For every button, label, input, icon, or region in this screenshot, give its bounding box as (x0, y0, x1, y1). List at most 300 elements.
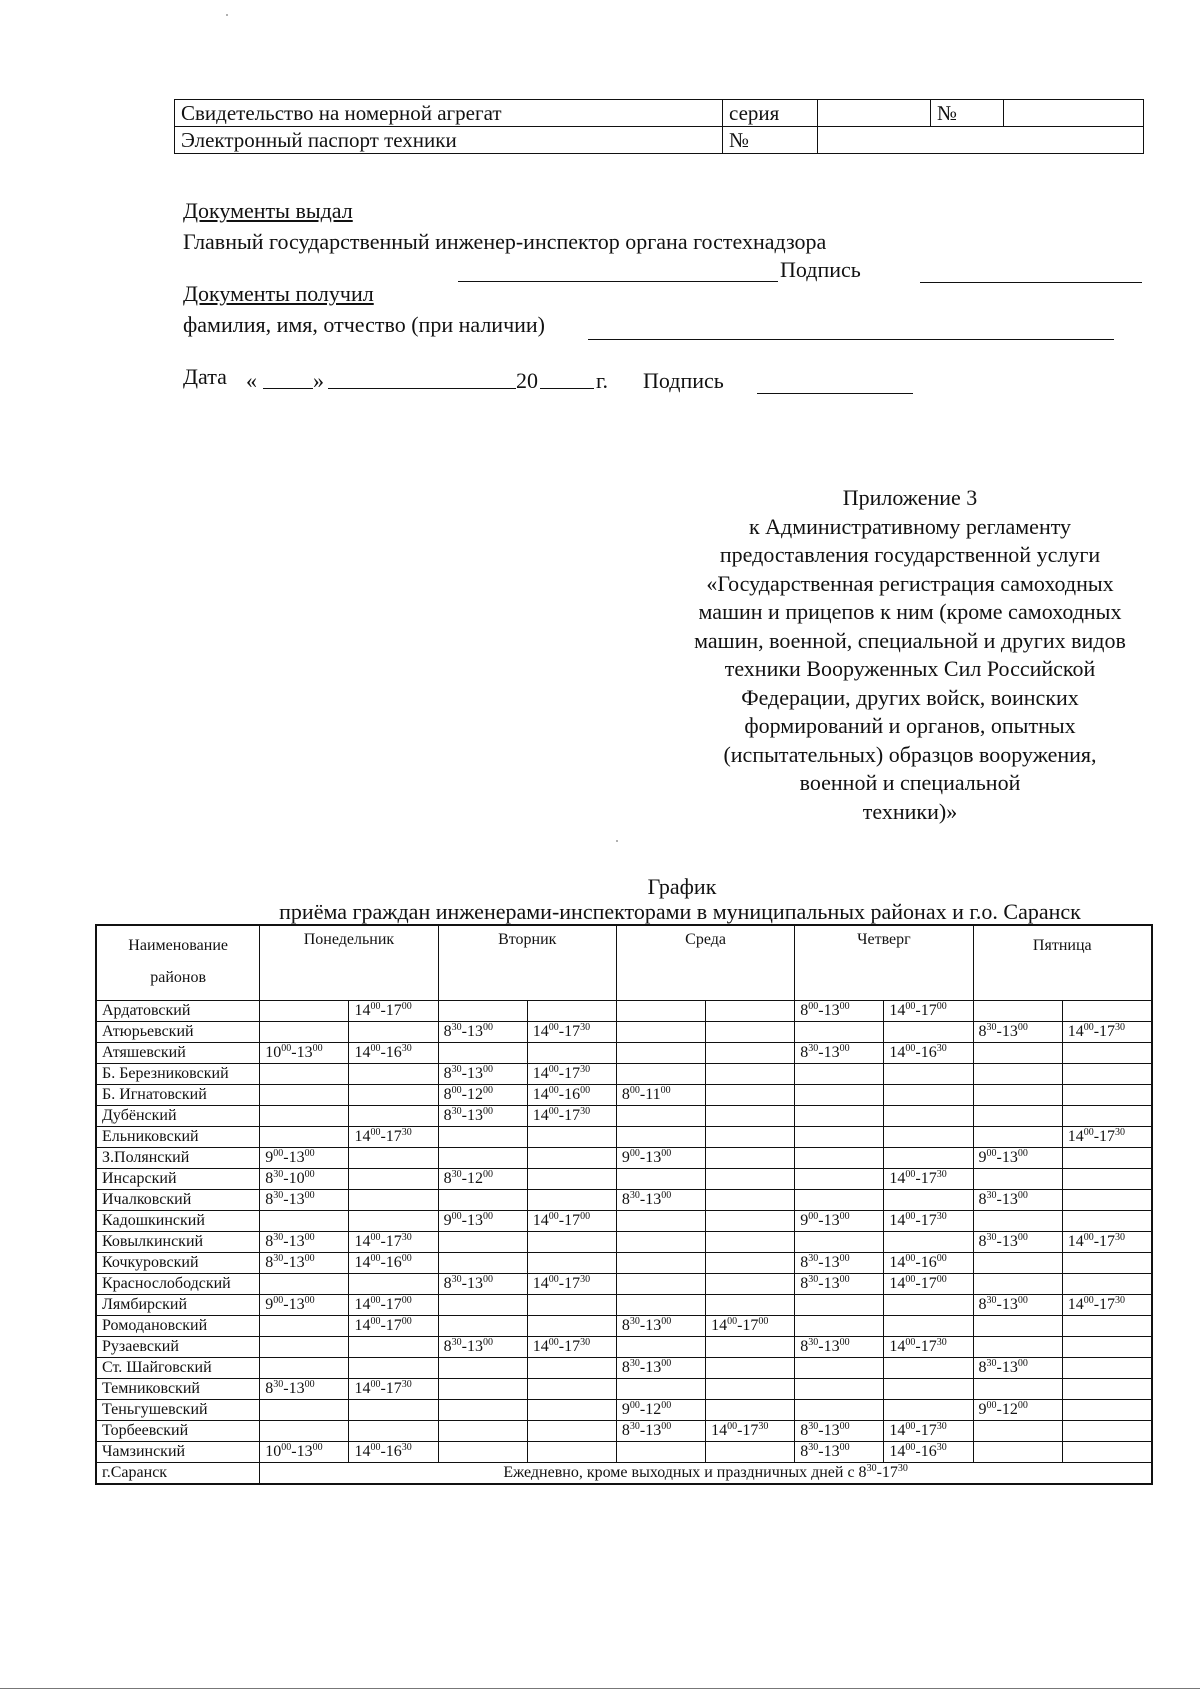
schedule-cell (616, 1127, 705, 1148)
time-start-hour: 8 (443, 1023, 452, 1040)
schedule-cell (260, 1421, 349, 1442)
time-start-minutes: 30 (451, 1106, 462, 1117)
time-end-hour: -13 (639, 1149, 662, 1166)
schedule-cell (706, 1106, 795, 1127)
appendix-line: формирований и органов, опытных (744, 713, 1076, 738)
time-start-hour: 9 (800, 1212, 809, 1229)
time-end-hour: -17 (558, 1338, 581, 1355)
appendix-line: машин, военной, специальной и других видов (694, 627, 1126, 653)
schedule-cell (884, 1022, 973, 1043)
schedule-cell (884, 1379, 973, 1400)
schedule-cell (884, 1085, 973, 1106)
schedule-cell (438, 1316, 527, 1337)
schedule-cell (1062, 1274, 1152, 1295)
schedule-cell (616, 1043, 705, 1064)
time-end-minutes: 00 (401, 1253, 412, 1264)
schedule-cell (616, 1169, 705, 1190)
schedule-cell (884, 1106, 973, 1127)
schedule-cell (616, 1379, 705, 1400)
date-close-quote: » (313, 368, 324, 393)
schedule-cell (438, 1274, 527, 1295)
time-start-hour: 14 (889, 1212, 906, 1229)
time-start-minutes: 00 (808, 1211, 819, 1222)
schedule-cell (973, 1001, 1062, 1022)
schedule-cell (795, 1043, 884, 1064)
time-end-minutes: 30 (936, 1211, 947, 1222)
time-start-hour: 9 (265, 1296, 274, 1313)
schedule-cell (706, 1274, 795, 1295)
schedule-cell (527, 1169, 616, 1190)
table-header-row (96, 925, 1152, 1001)
time-start-minutes: 00 (451, 1085, 462, 1096)
time-start-minutes: 00 (548, 1085, 559, 1096)
schedule-cell (706, 1022, 795, 1043)
schedule-cell (884, 1001, 973, 1022)
scan-edge (0, 1688, 1200, 1689)
year-prefix: 20 (516, 368, 538, 393)
schedule-cell (616, 1442, 705, 1463)
time-start-minutes: 30 (986, 1295, 997, 1306)
schedule-cell (973, 1043, 1062, 1064)
schedule-cell (884, 1274, 973, 1295)
appendix-line: «Государственная регистрация самоходных (706, 570, 1114, 596)
schedule-cell (1062, 1001, 1152, 1022)
schedule-cell (706, 1337, 795, 1358)
time-end-minutes: 30 (401, 1127, 412, 1138)
passport-number-field[interactable] (818, 127, 1144, 154)
time-start-hour: 8 (978, 1296, 987, 1313)
time-start-hour: 14 (1067, 1023, 1084, 1040)
time-end-minutes: 00 (1017, 1148, 1028, 1159)
time-start-hour: 9 (621, 1401, 630, 1418)
district-name: Ст. Шайговский (96, 1358, 260, 1379)
time-start-minutes: 00 (370, 1253, 381, 1264)
time-end-hour: -16 (915, 1443, 937, 1460)
column-header-friday: Пятница (973, 925, 1152, 1001)
month-field[interactable] (328, 388, 516, 389)
schedule-cell (260, 1106, 349, 1127)
time-start-hour: 14 (1067, 1296, 1084, 1313)
time-start-hour: 10 (265, 1443, 282, 1460)
time-start-hour: 14 (1067, 1233, 1084, 1250)
time-start-hour: 9 (621, 1149, 630, 1166)
time-start-minutes: 30 (808, 1337, 819, 1348)
table-row (96, 1232, 1152, 1253)
schedule-cell (884, 1127, 973, 1148)
number-field[interactable] (1004, 100, 1144, 127)
note-start-minutes: 30 (866, 1463, 877, 1474)
receiver-signature-field[interactable] (757, 393, 913, 394)
time-start-minutes: 30 (986, 1358, 997, 1369)
schedule-cell (795, 1316, 884, 1337)
time-end-minutes: 00 (1017, 1358, 1028, 1369)
time-start-hour: 8 (265, 1191, 274, 1208)
time-end-minutes: 00 (482, 1169, 493, 1180)
table-row (96, 1064, 1152, 1085)
schedule-cell (438, 1442, 527, 1463)
time-end-hour: -13 (996, 1296, 1018, 1313)
time-end-minutes: 00 (839, 1274, 850, 1285)
time-end-hour: -12 (639, 1401, 662, 1418)
series-field[interactable] (818, 100, 931, 127)
schedule-cell (1062, 1232, 1152, 1253)
district-name: Атяшевский (96, 1043, 260, 1064)
schedule-cell (884, 1337, 973, 1358)
date-signature-label: Подпись (643, 368, 724, 393)
time-end-minutes: 30 (580, 1337, 591, 1348)
schedule-cell (795, 1400, 884, 1421)
time-end-minutes: 00 (661, 1148, 672, 1159)
district-name: Ромодановский (96, 1316, 260, 1337)
schedule-cell (616, 1295, 705, 1316)
appendix-line: военной и специальной (799, 770, 1021, 795)
time-end-minutes: 30 (401, 1379, 412, 1390)
schedule-cell (260, 1400, 349, 1421)
table-row (96, 1400, 1152, 1421)
schedule-cell (884, 1211, 973, 1232)
time-start-hour: 14 (889, 1254, 906, 1271)
time-end-minutes: 30 (580, 1274, 591, 1285)
time-end-hour: -17 (558, 1107, 581, 1124)
schedule-cell (706, 1400, 795, 1421)
schedule-cell (1062, 1085, 1152, 1106)
table-row (96, 1253, 1152, 1274)
schedule-cell (616, 1316, 705, 1337)
schedule-cell (527, 1064, 616, 1085)
time-end-minutes: 00 (839, 1043, 850, 1054)
time-start-minutes: 30 (629, 1421, 640, 1432)
inspector-signature-field[interactable] (920, 282, 1142, 283)
schedule-cell (527, 1316, 616, 1337)
schedule-cell (616, 1274, 705, 1295)
schedule-cell (349, 1001, 438, 1022)
time-end-minutes: 00 (482, 1085, 493, 1096)
table-row (96, 1316, 1152, 1337)
fio-field[interactable] (588, 339, 1114, 340)
schedule-cell (616, 1106, 705, 1127)
schedule-cell (527, 1421, 616, 1442)
schedule-cell (973, 1022, 1062, 1043)
day-field[interactable] (263, 388, 313, 389)
schedule-cell (973, 1064, 1062, 1085)
time-start-minutes: 00 (1083, 1232, 1094, 1243)
schedule-cell (795, 1064, 884, 1085)
schedule-cell (795, 1127, 884, 1148)
table-row (96, 1085, 1152, 1106)
time-start-minutes: 00 (808, 1001, 819, 1012)
time-start-hour: 8 (800, 1422, 809, 1439)
time-end-minutes: 00 (304, 1190, 315, 1201)
schedule-cell (1062, 1106, 1152, 1127)
time-end-hour: -13 (996, 1149, 1018, 1166)
schedule-cell (527, 1022, 616, 1043)
time-start-hour: 8 (443, 1107, 452, 1124)
schedule-cell (349, 1169, 438, 1190)
schedule-cell (973, 1274, 1062, 1295)
schedule-cell (349, 1064, 438, 1085)
schedule-cell (349, 1148, 438, 1169)
time-end-minutes: 00 (661, 1358, 672, 1369)
time-end-hour: -12 (461, 1086, 483, 1103)
schedule-cell (795, 1295, 884, 1316)
schedule-cell (616, 1337, 705, 1358)
passport-number-label: № (723, 127, 818, 154)
received-heading: Документы получил (183, 281, 374, 306)
table-row (96, 1001, 1152, 1022)
schedule-cell (616, 1148, 705, 1169)
time-start-minutes: 30 (629, 1316, 640, 1327)
table-row (96, 1379, 1152, 1400)
district-name: Лямбирский (96, 1295, 260, 1316)
time-start-hour: 8 (978, 1023, 987, 1040)
schedule-cell (884, 1043, 973, 1064)
schedule-cell (349, 1316, 438, 1337)
schedule-cell (706, 1127, 795, 1148)
schedule-cell (527, 1232, 616, 1253)
schedule-cell (706, 1442, 795, 1463)
schedule-cell (260, 1001, 349, 1022)
appendix-line: техники Вооруженных Сил Российской (724, 656, 1096, 681)
schedule-cell (706, 1085, 795, 1106)
time-start-hour: 8 (978, 1359, 987, 1376)
appendix-line: (испытательных) образцов вооружения, (723, 741, 1097, 767)
time-start-minutes: 00 (1083, 1127, 1094, 1138)
time-end-hour: -17 (1093, 1233, 1116, 1250)
time-start-hour: 9 (265, 1149, 274, 1166)
time-start-minutes: 00 (281, 1043, 292, 1054)
schedule-cell (706, 1379, 795, 1400)
schedule-cell (1062, 1379, 1152, 1400)
time-end-minutes: 00 (839, 1442, 850, 1453)
time-start-hour: 8 (800, 1002, 809, 1019)
schedule-cell (884, 1169, 973, 1190)
time-end-minutes: 30 (936, 1043, 947, 1054)
time-start-minutes: 30 (629, 1190, 640, 1201)
time-end-minutes: 30 (936, 1421, 947, 1432)
time-start-minutes: 00 (986, 1400, 997, 1411)
time-start-minutes: 00 (727, 1316, 738, 1327)
table-row (175, 127, 1144, 154)
time-end-hour: -13 (818, 1212, 840, 1229)
schedule-cell (973, 1358, 1062, 1379)
schedule-cell (527, 1127, 616, 1148)
time-start-hour: 14 (532, 1275, 549, 1292)
schedule-cell (973, 1211, 1062, 1232)
time-end-minutes: 00 (660, 1085, 671, 1096)
schedule-cell (884, 1442, 973, 1463)
issued-position: Главный государственный инженер-инспектор органа гостехнадзора (183, 229, 827, 254)
schedule-cell (438, 1043, 527, 1064)
scan-dot (616, 840, 618, 842)
district-name: Чамзинский (96, 1442, 260, 1463)
schedule-cell (349, 1043, 438, 1064)
year-field[interactable] (540, 388, 594, 389)
table-row (96, 1148, 1152, 1169)
schedule-cell (438, 1085, 527, 1106)
table-row (175, 100, 1144, 127)
schedule-cell (260, 1232, 349, 1253)
time-start-minutes: 30 (808, 1274, 819, 1285)
time-start-minutes: 00 (548, 1022, 559, 1033)
schedule-subtitle: приёма граждан инженерами-инспекторами в муниципальных районах и г.о. Саранск (279, 899, 1081, 924)
time-start-minutes: 00 (905, 1211, 916, 1222)
schedule-cell (1062, 1148, 1152, 1169)
schedule-cell (973, 1148, 1062, 1169)
scan-dot (226, 14, 228, 16)
time-end-hour: -13 (996, 1191, 1018, 1208)
time-start-hour: 14 (354, 1380, 371, 1397)
schedule-cell (795, 1358, 884, 1379)
time-end-minutes: 00 (482, 1274, 493, 1285)
time-start-hour: 14 (889, 1338, 906, 1355)
time-start-hour: 14 (889, 1422, 906, 1439)
time-start-minutes: 00 (370, 1379, 381, 1390)
time-start-hour: 8 (621, 1359, 630, 1376)
time-end-hour: -13 (461, 1338, 483, 1355)
time-start-hour: 14 (354, 1128, 371, 1145)
time-end-hour: -17 (380, 1128, 402, 1145)
time-start-minutes: 30 (451, 1274, 462, 1285)
time-end-hour: -13 (996, 1359, 1018, 1376)
district-name: Торбеевский (96, 1421, 260, 1442)
time-start-minutes: 00 (905, 1274, 916, 1285)
district-name: Б. Игнатовский (96, 1085, 260, 1106)
table-row (96, 1358, 1152, 1379)
time-end-minutes: 00 (312, 1442, 323, 1453)
schedule-cell (616, 1064, 705, 1085)
time-end-minutes: 30 (1115, 1022, 1126, 1033)
schedule-cell (706, 1043, 795, 1064)
schedule-cell (260, 1085, 349, 1106)
schedule-cell (1062, 1295, 1152, 1316)
schedule-cell (527, 1358, 616, 1379)
time-end-minutes: 00 (401, 1001, 412, 1012)
schedule-cell (260, 1253, 349, 1274)
schedule-cell (527, 1337, 616, 1358)
time-end-hour: -13 (818, 1044, 840, 1061)
time-start-hour: 8 (800, 1254, 809, 1271)
note-text: Ежедневно, кроме выходных и праздничных дней с 8 (503, 1464, 867, 1481)
schedule-cell (438, 1064, 527, 1085)
schedule-cell (349, 1022, 438, 1043)
schedule-cell (1062, 1211, 1152, 1232)
time-start-hour: 14 (354, 1044, 371, 1061)
district-name: Ельниковский (96, 1127, 260, 1148)
time-start-hour: 8 (621, 1086, 630, 1103)
time-start-minutes: 00 (905, 1421, 916, 1432)
appendix-line: предоставления государственной услуги (719, 542, 1101, 567)
time-start-hour: 8 (443, 1065, 452, 1082)
time-end-hour: -17 (915, 1002, 937, 1019)
district-name: Ардатовский (96, 1001, 260, 1022)
schedule-title: График (647, 874, 717, 899)
time-end-hour: -13 (283, 1380, 305, 1397)
time-start-minutes: 00 (905, 1043, 916, 1054)
schedule-cell (1062, 1358, 1152, 1379)
time-end-minutes: 00 (661, 1190, 672, 1201)
schedule-cell (1062, 1442, 1152, 1463)
time-start-hour: 8 (621, 1191, 630, 1208)
schedule-cell (438, 1106, 527, 1127)
column-header-district (96, 925, 260, 1001)
schedule-cell (706, 1295, 795, 1316)
schedule-cell (349, 1085, 438, 1106)
time-end-minutes: 00 (482, 1064, 493, 1075)
time-start-minutes: 00 (370, 1043, 381, 1054)
district-name: Б. Березниковский (96, 1064, 260, 1085)
schedule-cell (884, 1316, 973, 1337)
schedule-cell (795, 1001, 884, 1022)
schedule-cell (973, 1316, 1062, 1337)
time-start-minutes: 00 (905, 1001, 916, 1012)
time-start-minutes: 30 (451, 1169, 462, 1180)
time-end-minutes: 30 (1115, 1127, 1126, 1138)
table-row (96, 1337, 1152, 1358)
schedule-cell (795, 1148, 884, 1169)
schedule-cell (527, 1085, 616, 1106)
time-end-minutes: 00 (839, 1337, 850, 1348)
time-end-minutes: 00 (304, 1253, 315, 1264)
time-end-hour: -13 (996, 1233, 1018, 1250)
schedule-cell (795, 1232, 884, 1253)
table-row (96, 1295, 1152, 1316)
schedule-cell (795, 1169, 884, 1190)
time-end-hour: -16 (915, 1254, 937, 1271)
time-end-hour: -13 (996, 1023, 1018, 1040)
schedule-cell (438, 1211, 527, 1232)
schedule-cell (438, 1253, 527, 1274)
time-end-hour: -13 (461, 1107, 483, 1124)
time-end-hour: -17 (558, 1023, 581, 1040)
time-start-minutes: 30 (986, 1232, 997, 1243)
time-start-hour: 8 (621, 1317, 630, 1334)
schedule-cell (438, 1358, 527, 1379)
time-start-minutes: 00 (986, 1148, 997, 1159)
time-end-hour: -13 (639, 1191, 662, 1208)
table-row (96, 1169, 1152, 1190)
schedule-cell (527, 1043, 616, 1064)
time-start-hour: 8 (443, 1170, 452, 1187)
schedule-cell (795, 1442, 884, 1463)
schedule-cell (1062, 1190, 1152, 1211)
schedule-cell (527, 1295, 616, 1316)
schedule-cell (1062, 1400, 1152, 1421)
date-label: Дата (183, 364, 227, 389)
time-start-minutes: 00 (1083, 1022, 1094, 1033)
schedule-cell (438, 1022, 527, 1043)
schedule-cell (349, 1127, 438, 1148)
schedule-cell (795, 1274, 884, 1295)
time-start-hour: 14 (354, 1317, 371, 1334)
appendix-line: к Административному регламенту (748, 513, 1072, 539)
schedule-cell (973, 1190, 1062, 1211)
schedule-cell (438, 1190, 527, 1211)
schedule-cell (527, 1148, 616, 1169)
time-end-hour: -16 (380, 1044, 402, 1061)
schedule-cell (616, 1232, 705, 1253)
inspector-signature-line[interactable] (458, 281, 778, 282)
schedule-cell (973, 1232, 1062, 1253)
schedule-cell (349, 1421, 438, 1442)
table-row (96, 1127, 1152, 1148)
time-start-minutes: 00 (548, 1064, 559, 1075)
time-end-minutes: 00 (661, 1316, 672, 1327)
schedule-cell (1062, 1127, 1152, 1148)
time-end-minutes: 00 (401, 1316, 412, 1327)
time-end-minutes: 00 (304, 1295, 315, 1306)
schedule-cell (706, 1211, 795, 1232)
time-end-hour: -12 (996, 1401, 1018, 1418)
